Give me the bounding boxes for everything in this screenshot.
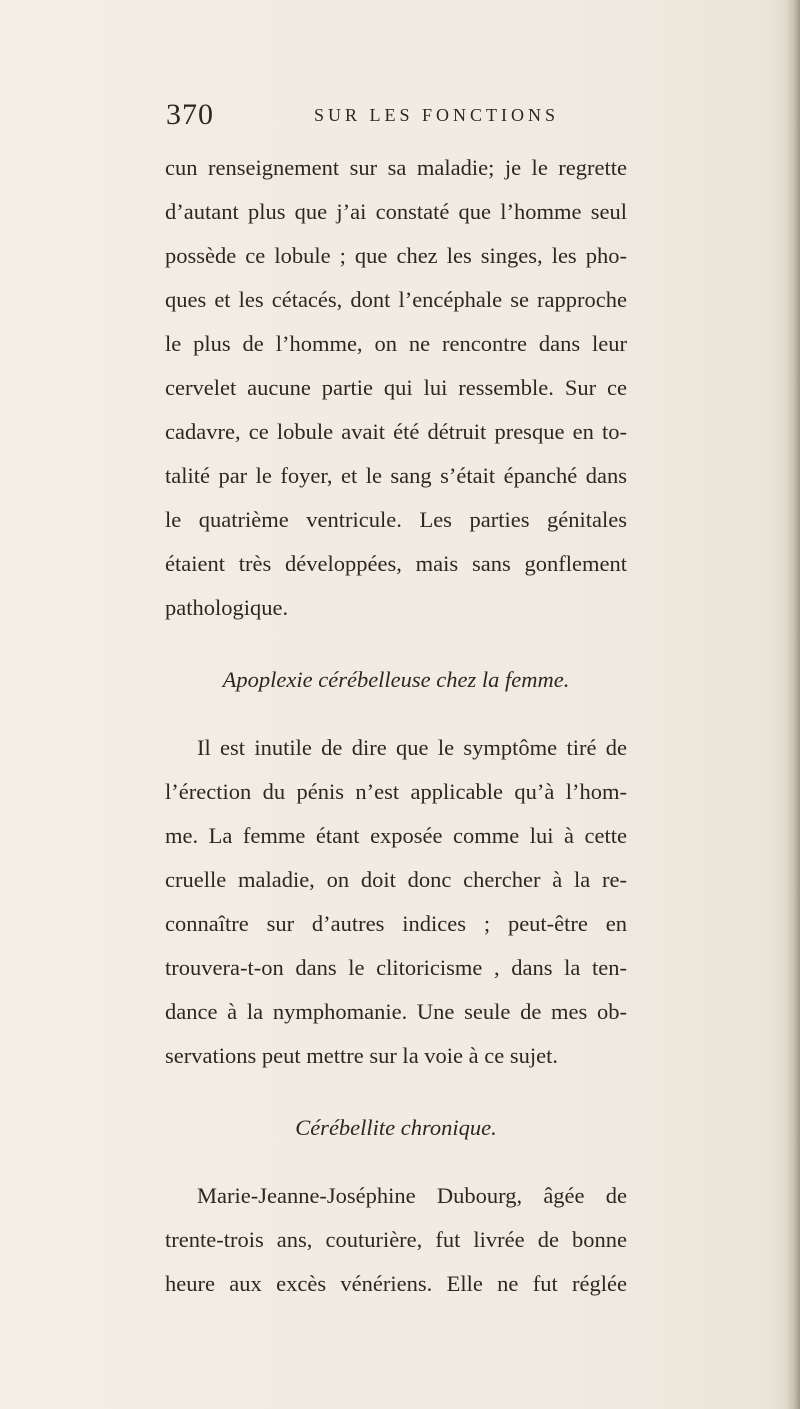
page-header [166, 98, 626, 138]
text-line: Il est inutile de dire que le symptôme tiré de [197, 735, 627, 760]
text-line: talité par le foyer, et le sang s’était épanché dans [165, 463, 627, 488]
text-line: connaître sur d’autres indices ; peut-être en [165, 911, 627, 936]
text-line: cruelle maladie, on doit donc chercher à la re- [165, 867, 627, 892]
text-line: l’érection du pénis n’est applicable qu’à l’hom- [165, 779, 627, 804]
page-number: 370 [166, 98, 214, 131]
text-line: trente-trois ans, couturière, fut livrée de bonne [165, 1227, 627, 1252]
spacer [165, 630, 627, 650]
section-heading: Apoplexie cérébelleuse chez la femme. [222, 667, 570, 692]
text-line: ques et les cétacés, dont l’encéphale se rapproche [165, 287, 627, 312]
text-line: cadavre, ce lobule avait été détruit presque en to- [165, 419, 627, 444]
text-line: le quatrième ventricule. Les parties génitales [165, 507, 627, 532]
text-line: étaient très développées, mais sans gonflement [165, 551, 627, 576]
running-head: SUR LES FONCTIONS [314, 105, 560, 125]
text-line: heure aux excès vénériens. Elle ne fut réglée [165, 1271, 627, 1296]
text-line: dance à la nymphomanie. Une seule de mes ob- [165, 999, 627, 1024]
text-line: trouvera-t-on dans le clitoricisme , dans la ten- [165, 955, 627, 980]
text-line: possède ce lobule ; que chez les singes, les pho- [165, 243, 627, 268]
text-line: cervelet aucune partie qui lui ressemble. Sur ce [165, 375, 627, 400]
text-line: pathologique. [165, 595, 289, 620]
page-edge-shadow [786, 0, 800, 1409]
text-line: Marie-Jeanne-Joséphine Dubourg, âgée de [197, 1183, 627, 1208]
text-line: le plus de l’homme, on ne rencontre dans leur [165, 331, 627, 356]
section-heading: Cérébellite chronique. [295, 1115, 497, 1140]
text-line: servations peut mettre sur la voie à ce sujet. [165, 1043, 558, 1068]
body-text [165, 146, 627, 1306]
text-line: cun renseignement sur sa maladie; je le regrette [165, 155, 627, 180]
text-line: me. La femme étant exposée comme lui à cette [165, 823, 627, 848]
spacer [165, 1158, 627, 1174]
spacer [165, 1078, 627, 1098]
text-line: d’autant plus que j’ai constaté que l’homme seul [165, 199, 627, 224]
spacer [165, 710, 627, 726]
